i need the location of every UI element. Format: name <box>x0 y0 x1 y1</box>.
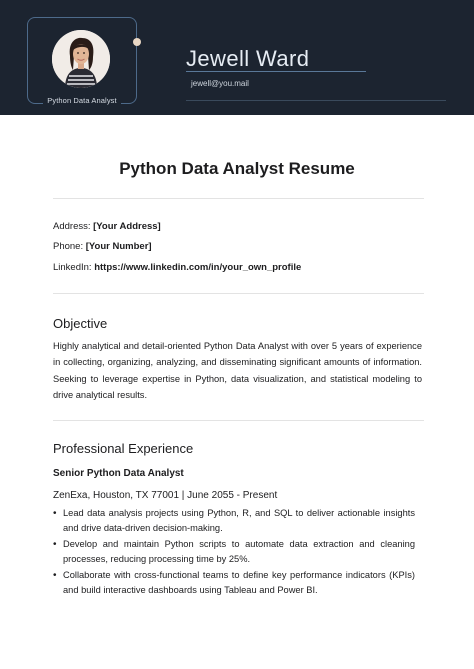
avatar <box>52 30 110 88</box>
name-underline <box>186 71 366 72</box>
phone-value: [Your Number] <box>85 241 152 252</box>
objective-heading: Objective <box>53 316 108 331</box>
experience-heading: Professional Experience <box>53 441 194 456</box>
resume-header <box>0 0 474 115</box>
address-label: Address: <box>53 221 91 232</box>
company-line <box>53 490 277 501</box>
linkedin-link[interactable]: https://www.linkedin.com/in/your_own_profile <box>94 262 302 273</box>
frame-accent-dot <box>133 38 141 46</box>
email-address[interactable]: jewell@you.mail <box>191 79 249 88</box>
contact-linkedin <box>53 262 301 273</box>
phone-label: Phone: <box>53 241 84 252</box>
divider-contact <box>53 293 424 294</box>
job-tag <box>27 96 137 105</box>
experience-bullet: • Collaborate with cross-functional teams to define key performance indicators (KPIs) and build interactive dashboards using Tableau and Power BI. <box>53 568 415 599</box>
linkedin-label: LinkedIn: <box>53 262 92 273</box>
candidate-name: Jewell Ward <box>186 46 310 71</box>
company-details: , Houston, TX 77001 | June 2055 - Present <box>87 490 278 501</box>
divider-title <box>53 198 424 199</box>
address-value: [Your Address] <box>93 221 161 232</box>
contact-address <box>53 221 161 232</box>
objective-text: Highly analytical and detail-oriented Python Data Analyst with over 5 years of experience in collecting, organizing, analyzing, and disseminating significant amounts of information. Seeking to leverage expertise in Python, data visualization, and statistical modeling to drive analytical results. <box>53 341 422 400</box>
role-title: Senior Python Data Analyst <box>53 468 184 479</box>
contact-phone <box>53 241 152 252</box>
email-divider <box>186 100 446 101</box>
experience-bullet: • Develop and maintain Python scripts to automate data extraction and cleaning processes, reducing processing time by 25%. <box>53 537 415 568</box>
document-title: Python Data Analyst Resume <box>119 159 355 178</box>
job-tag-label: Python Data Analyst <box>43 96 120 105</box>
company-name: ZenExa <box>53 490 88 501</box>
divider-objective <box>53 420 424 421</box>
experience-bullets <box>53 506 415 599</box>
experience-bullet: • Lead data analysis projects using Python, R, and SQL to deliver actionable insights and drive data-driven decision-making. <box>53 506 415 537</box>
portrait-image <box>52 30 110 88</box>
